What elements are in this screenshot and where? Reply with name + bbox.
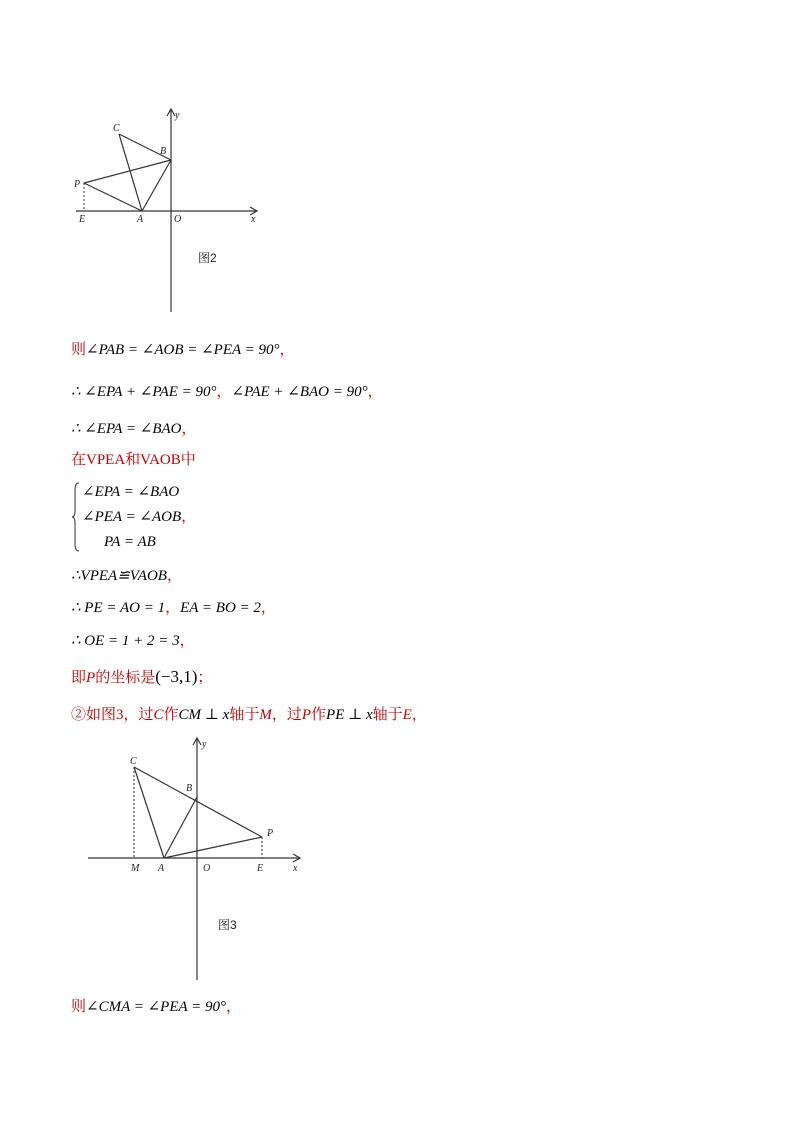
line-4: 在VPEA和VAOB中	[71, 452, 196, 468]
fig3-label-m: M	[131, 863, 140, 874]
system-eq-2: ∠PEA = ∠AOB，	[82, 509, 197, 525]
line-9: ②如图3，过C作CM ⊥ x轴于M，过P作PE ⊥ x轴于E，	[71, 707, 427, 723]
system-eq-1: ∠EPA = ∠BAO	[82, 484, 180, 500]
fig2-label-y: y	[175, 110, 180, 121]
line-3: ∴ ∠EPA = ∠BAO，	[71, 421, 197, 437]
line-5: ∴VPEA≌VAOB，	[71, 568, 182, 584]
fig3-label-b: B	[186, 783, 193, 794]
fig2-label-e: E	[79, 214, 86, 225]
line-6: ∴ PE = AO = 1，EA = BO = 2，	[71, 600, 276, 616]
fig3-label-a: A	[158, 863, 165, 874]
fig3-caption: 图3	[218, 918, 237, 932]
system-eq-3: PA = AB	[104, 534, 156, 550]
math-angles-90: ∠PAB = ∠AOB = ∠PEA = 90°	[86, 342, 280, 358]
fig2-label-p: P	[74, 179, 81, 190]
line-10: 则∠CMA = ∠PEA = 90°，	[71, 999, 242, 1015]
fig3-label-c: C	[130, 756, 137, 767]
fig2-label-c: C	[113, 123, 120, 134]
fig3-label-y: y	[202, 739, 207, 750]
line-8: 即P的坐标是(−3,1)；	[71, 667, 213, 686]
coordinate-p: (−3,1)	[155, 667, 198, 686]
fig3-label-x: x	[293, 863, 298, 874]
fig3-label-e: E	[257, 863, 264, 874]
fig2-caption: 图2	[198, 251, 217, 265]
fig2-label-o: O	[174, 214, 182, 225]
line-2: ∴ ∠EPA + ∠PAE = 90°，∠PAE + ∠BAO = 90°，	[71, 384, 383, 400]
fig2-label-a: A	[137, 214, 144, 225]
fig3-label-p: P	[267, 828, 274, 839]
fig3-label-o: O	[203, 863, 211, 874]
line-1: 则∠PAB = ∠AOB = ∠PEA = 90°，	[71, 342, 295, 358]
fig2-label-x: x	[251, 214, 256, 225]
fig2-label-b: B	[160, 146, 167, 157]
line-7: ∴ OE = 1 + 2 = 3，	[71, 633, 195, 649]
